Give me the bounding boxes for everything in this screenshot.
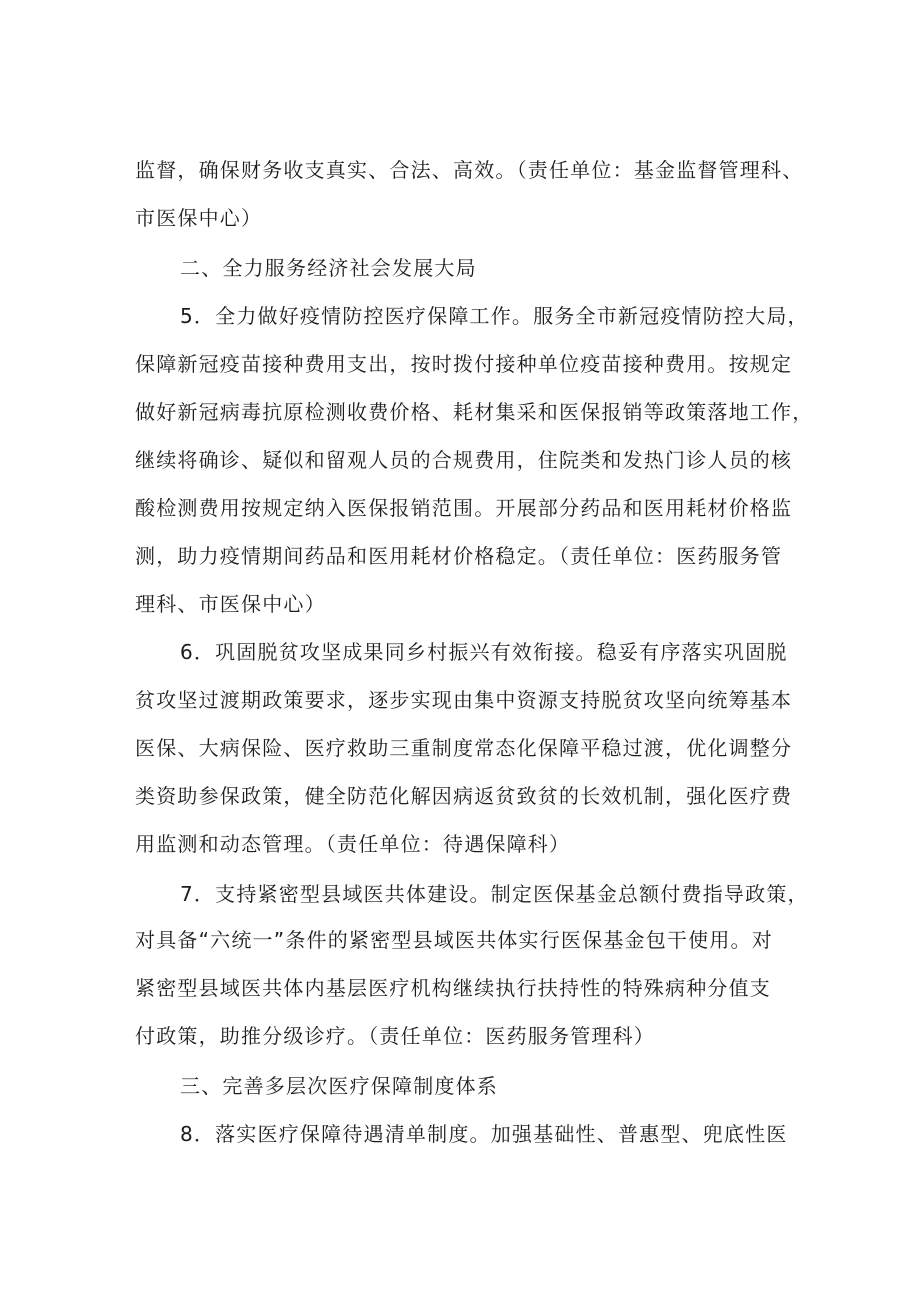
item-6-heading-line: 6．巩固脱贫攻坚成果同乡村振兴有效衔接。稳妥有序落实巩固脱 (180, 640, 788, 664)
text-line: 测，助力疫情期间药品和医用耗材价格稳定。（责任单位：医药服务管 (135, 544, 783, 568)
text-line: 理科、市医保中心） (135, 592, 326, 616)
text-line: 监督，确保财务收支真实、合法、高效。（责任单位：基金监督管理科、 (135, 158, 804, 182)
text-line: 继续将确诊、疑似和留观人员的合规费用，住院类和发热门诊人员的核 (135, 448, 793, 472)
text-line: 酸检测费用按规定纳入医保报销范围。开展部分药品和医用耗材价格监 (135, 496, 793, 520)
item-8-heading-line: 8．落实医疗保障待遇清单制度。加强基础性、普惠型、兜底性医 (180, 1122, 788, 1146)
section-heading-3: 三、完善多层次医疗保障制度体系 (180, 1074, 498, 1098)
text-line: 市医保中心） (135, 206, 263, 230)
text-line: 付政策，助推分级诊疗。（责任单位：医药服务管理科） (135, 1024, 655, 1048)
text-line: 用监测和动态管理。（责任单位：待遇保障科） (135, 832, 571, 856)
item-5-heading-line: 5．全力做好疫情防控医疗保障工作。服务全市新冠疫情防控大局， (180, 304, 809, 328)
item-7-heading-line: 7．支持紧密型县域医共体建设。制定医保基金总额付费指导政策， (180, 882, 809, 906)
text-line: 做好新冠病毒抗原检测收费价格、耗材集采和医保报销等政策落地工作， (135, 400, 814, 424)
text-line: 对具备“六统一”条件的紧密型县域医共体实行医保基金包干使用。对 (135, 928, 773, 952)
section-heading-2: 二、全力服务经济社会发展大局 (180, 256, 477, 280)
text-line: 紧密型县域医共体内基层医疗机构继续执行扶持性的特殊病种分值支 (135, 976, 771, 1000)
text-line: 类资助参保政策，健全防范化解因病返贫致贫的长效机制，强化医疗费 (135, 784, 793, 808)
text-line: 贫攻坚过渡期政策要求，逐步实现由集中资源支持脱贫攻坚向统筹基本 (135, 688, 793, 712)
text-line: 保障新冠疫苗接种费用支出，按时拨付接种单位疫苗接种费用。按规定 (135, 352, 793, 376)
text-line: 医保、大病保险、医疗救助三重制度常态化保障平稳过渡，优化调整分 (135, 736, 793, 760)
